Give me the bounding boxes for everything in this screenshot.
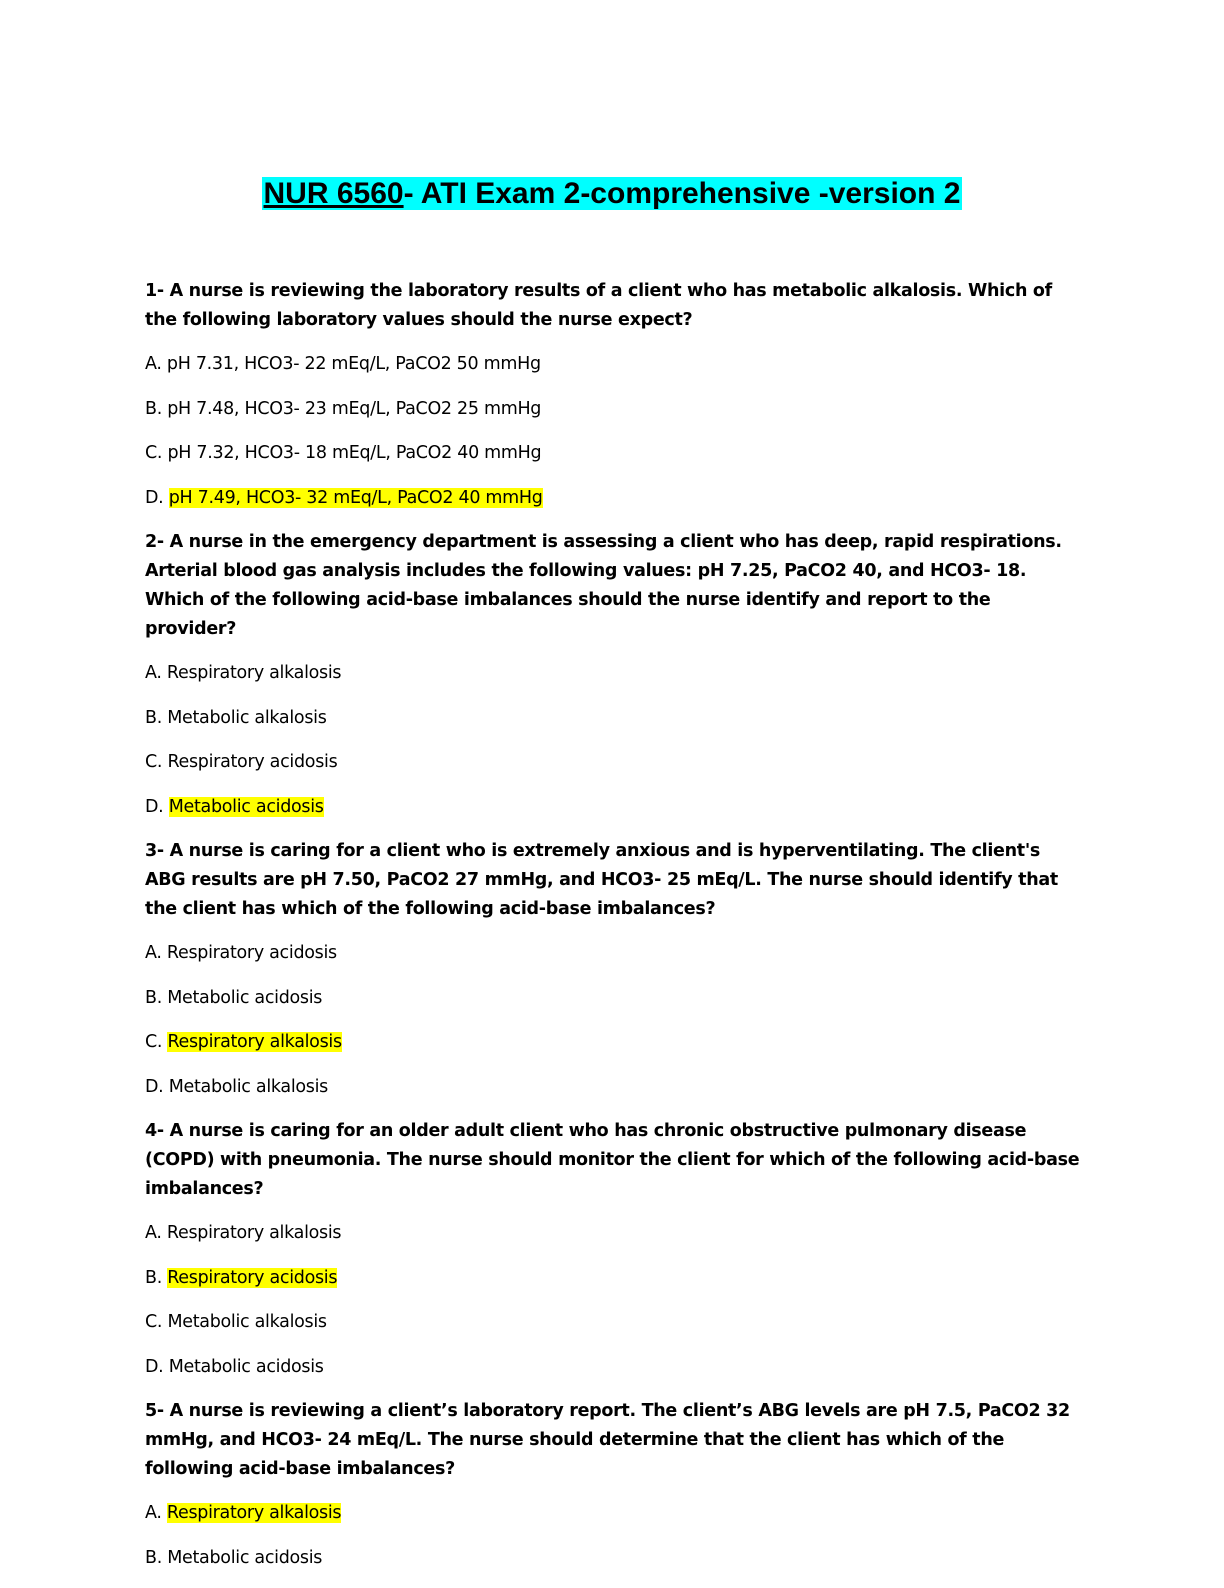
option-letter: C. [145,752,163,772]
answer-option-correct [145,793,1085,822]
option-letter: D. [145,487,164,508]
option-letter: A. [145,354,162,374]
answer-option [145,395,1085,424]
document-title [0,174,1224,214]
option-text: Metabolic acidosis [167,987,323,1008]
title-course-code: NUR 6560 [263,177,404,210]
option-text-highlighted: pH 7.49, HCO3- 32 mEq/L, PaCO2 40 mmHg [168,487,543,508]
question-stem: 2- A nurse in the emergency department is assessing a client who has deep, rapid respirations. Arterial blood gas analysis includes the following values: pH 7.25, PaCO2 40, and HCO3- 18. Which of the following acid-base imbalances should the nurse identify and report to the provider? [145,532,1062,639]
option-text: Metabolic alkalosis [167,1312,327,1332]
title-highlight [262,177,963,210]
answer-option [145,1353,1085,1382]
option-letter: C. [145,1032,163,1052]
question-stem: 1- A nurse is reviewing the laboratory results of a client who has metabolic alkalosis. Which of the following laboratory values should the nurse expect? [145,281,1052,330]
answer-option [145,1219,1085,1248]
option-text: pH 7.48, HCO3- 23 mEq/L, PaCO2 25 mmHg [167,398,542,419]
option-letter: D. [145,1356,164,1377]
answer-option [145,704,1085,733]
answer-option [145,984,1085,1013]
option-text: Metabolic alkalosis [168,1076,328,1097]
option-text: pH 7.32, HCO3- 18 mEq/L, PaCO2 40 mmHg [167,443,542,463]
question-3 [145,837,1085,1102]
answer-option [145,1544,1085,1573]
option-letter: B. [145,987,162,1008]
question-1 [145,277,1085,513]
question-4 [145,1117,1085,1382]
option-text: Metabolic acidosis [167,1547,323,1568]
option-letter: B. [145,1267,162,1288]
question-list [145,277,1085,1588]
option-text-highlighted: Metabolic acidosis [168,796,324,817]
option-letter: C. [145,1312,163,1332]
question-2 [145,528,1085,822]
option-letter: A. [145,663,162,683]
answer-option [145,350,1085,379]
option-letter: C. [145,443,163,463]
answer-option [145,748,1085,777]
option-text: Respiratory acidosis [167,752,338,772]
option-text-highlighted: Respiratory acidosis [167,1267,338,1288]
option-letter: B. [145,398,162,419]
option-letter: A. [145,1503,162,1523]
option-text: Metabolic alkalosis [167,707,327,728]
answer-option [145,1073,1085,1102]
answer-option-correct [145,1499,1085,1528]
option-text: Metabolic acidosis [168,1356,324,1377]
question-stem: 3- A nurse is caring for a client who is extremely anxious and is hyperventilating. The client's ABG results are pH 7.50, PaCO2 27 mmHg, and HCO3- 25 mEq/L. The nurse should identify that the client has which of the following acid-base imbalances? [145,841,1058,919]
answer-option-correct [145,1028,1085,1057]
question-5 [145,1397,1085,1573]
option-text: pH 7.31, HCO3- 22 mEq/L, PaCO2 50 mmHg [166,354,541,374]
title-text: - ATI Exam 2-comprehensive -version 2 [403,177,961,210]
option-letter: A. [145,1223,162,1243]
answer-option [145,439,1085,468]
question-stem: 5- A nurse is reviewing a client’s laboratory report. The client’s ABG levels are pH 7.5, PaCO2 32 mmHg, and HCO3- 24 mEq/L. The nurse should determine that the client has which of the following acid-base imbalances? [145,1401,1070,1479]
option-text-highlighted: Respiratory alkalosis [167,1032,342,1052]
answer-option [145,659,1085,688]
answer-option [145,1308,1085,1337]
option-text: Respiratory acidosis [166,943,337,963]
answer-option-correct [145,484,1085,513]
answer-option-correct [145,1264,1085,1293]
option-letter: D. [145,796,164,817]
option-letter: B. [145,1547,162,1568]
option-text: Respiratory alkalosis [166,1223,342,1243]
question-stem: 4- A nurse is caring for an older adult client who has chronic obstructive pulmonary disease (COPD) with pneumonia. The nurse should monitor the client for which of the following acid-base imbalances? [145,1121,1080,1199]
option-letter: B. [145,707,162,728]
option-text-highlighted: Respiratory alkalosis [166,1503,342,1523]
option-letter: A. [145,943,162,963]
option-text: Respiratory alkalosis [166,663,342,683]
option-letter: D. [145,1076,164,1097]
answer-option [145,939,1085,968]
